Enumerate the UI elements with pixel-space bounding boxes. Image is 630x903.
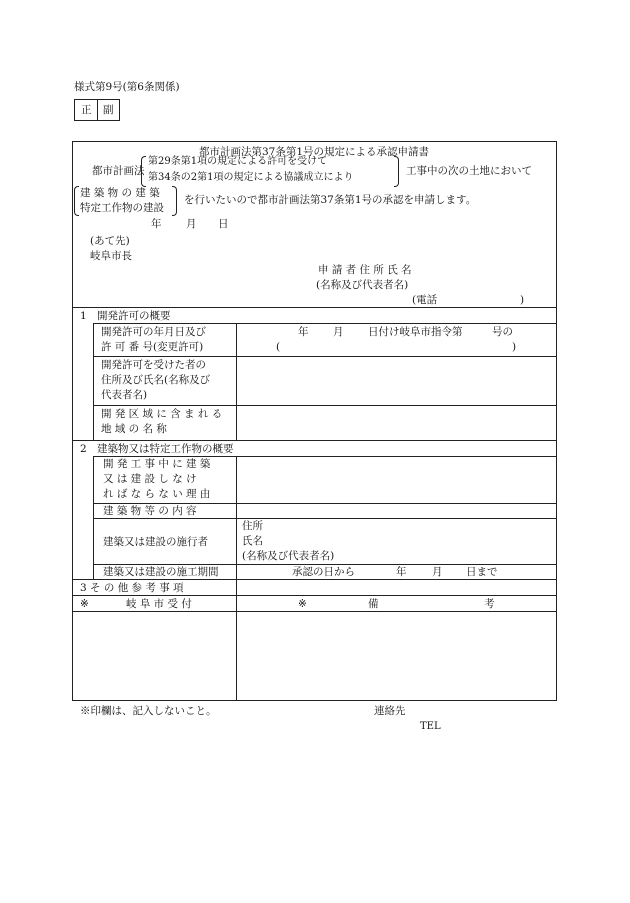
section2-number: 2 [80,443,87,455]
section1-column-divider [236,323,237,440]
s1-row1-number[interactable]: 号の [492,326,513,338]
s2-row3-representative: (名称及び代表者名) [242,550,335,562]
contact-label: 連絡先 [374,705,406,717]
section1-bottom-rule [72,440,557,441]
left-brace-1 [141,156,146,187]
s2-row3-address: 住所 [242,520,263,532]
s2-row1-label-3: れ ば な ら な い 理 由 [103,488,211,500]
form-number: 様式第9号(第6条関係) [74,81,180,93]
left-brace-2 [74,186,79,216]
receipt-header-rule [72,611,557,612]
s2-row3-bottom-rule [93,564,557,565]
section1-indent-line [93,323,94,440]
s2-row1-label-1: 開 発 工 事 中 に 建 築 [103,458,211,470]
s1-row1-month[interactable]: 月 [333,326,344,338]
s2-row4-label: 建築又は建設の施工期間 [103,566,219,578]
s2-row4-month[interactable]: 月 [432,566,443,578]
s1-row2-bottom-rule [93,405,557,406]
s2-row4-year[interactable]: 年 [396,566,407,578]
date-month: 月 [186,218,197,230]
form-frame [72,141,557,701]
section1-title: 開発許可の概要 [97,310,171,322]
section1-top-rule [72,307,557,308]
right-brace-1 [394,156,399,187]
s2-row4-from: 承認の日から [292,566,355,578]
s1-row2-label-1: 開発許可を受けた者の [101,359,206,371]
footer-note: ※印欄は、記入しないこと。 [80,705,217,717]
copy-mark-duplicate: 副 [103,104,114,116]
s2-row2-label: 建 築 物 等 の 内 容 [103,505,197,517]
s1-row1-directive: 日付け岐阜市指令第 [368,326,463,338]
phone-label: (電話 [412,294,438,306]
statement-suffix-2: を行いたいので都市計画法第37条第1号の承認を申請します。 [184,194,477,206]
s2-row3-label: 建築又は建設の施行者 [103,536,208,548]
applicant-representative: (名称及び代表者名) [316,279,409,291]
remarks-label-2: 考 [484,598,495,610]
copy-mark-original: 正 [81,104,92,116]
s1-row1-label-1: 開発許可の年月日及び [101,326,206,338]
option-structure: 特定工作物の建設 [80,202,164,214]
remarks-mark: ※ [298,598,307,610]
s1-row1-paren-open: ( [276,341,281,353]
section2-title: 建築物又は特定工作物の概要 [97,443,234,455]
section3-label: 3 そ の 他 参 考 事 項 [80,582,184,594]
section3-bottom-rule [72,595,557,596]
law-name: 都市計画法 [92,165,145,177]
option-permission: 第29条第1項の規定による許可を受けて [148,156,328,167]
copy-mark-divider [97,99,98,121]
option-agreement: 第34条の2第1項の規定による協議成立により [148,172,354,183]
section2-bottom-rule [72,579,557,580]
section1-number: 1 [80,310,87,322]
section2-header-rule [93,456,557,457]
s2-row1-label-2: 又 は 建 設 し な け [103,473,197,485]
s2-row2-bottom-rule [93,518,557,519]
s1-row1-bottom-rule [93,356,557,357]
remarks-label-1: 備 [368,598,379,610]
receipt-mark: ※ [80,598,89,610]
phone-close: ) [520,294,525,306]
s2-row3-name: 氏名 [242,535,263,547]
applicant-line: 申 請 者 住 所 氏 名 [318,264,412,276]
s1-row1-label-2: 許 可 番 号(変更許可) [101,341,204,353]
s2-row1-bottom-rule [93,503,557,504]
s2-row4-day[interactable]: 日まで [466,566,498,578]
s1-row3-label-2: 地 域 の 名 称 [101,423,167,435]
s1-row2-label-2: 住所及び氏名(名称及び [101,374,211,386]
date-year: 年 [151,218,162,230]
section1-header-rule [93,323,557,324]
date-day: 日 [218,218,229,230]
lower-column-divider [236,579,237,701]
receipt-label: 岐 阜 市 受 付 [126,598,192,610]
s1-row2-label-3: 代表者名) [101,389,148,401]
s1-row1-year[interactable]: 年 [298,326,309,338]
s1-row1-paren-close: ) [512,341,517,353]
form-title: 都市計画法第37条第1号の規定による承認申請書 [199,146,430,158]
addressee: 岐阜市長 [90,250,132,262]
statement-suffix-1: 工事中の次の土地において [406,165,532,177]
option-building: 建 築 物 の 建 築 [80,187,160,199]
tel-label: TEL [420,721,441,732]
right-brace-2 [172,186,177,216]
s1-row3-label-1: 開 発 区 域 に 含 ま れ る [101,408,223,420]
addressee-label: (あて先) [90,235,130,247]
